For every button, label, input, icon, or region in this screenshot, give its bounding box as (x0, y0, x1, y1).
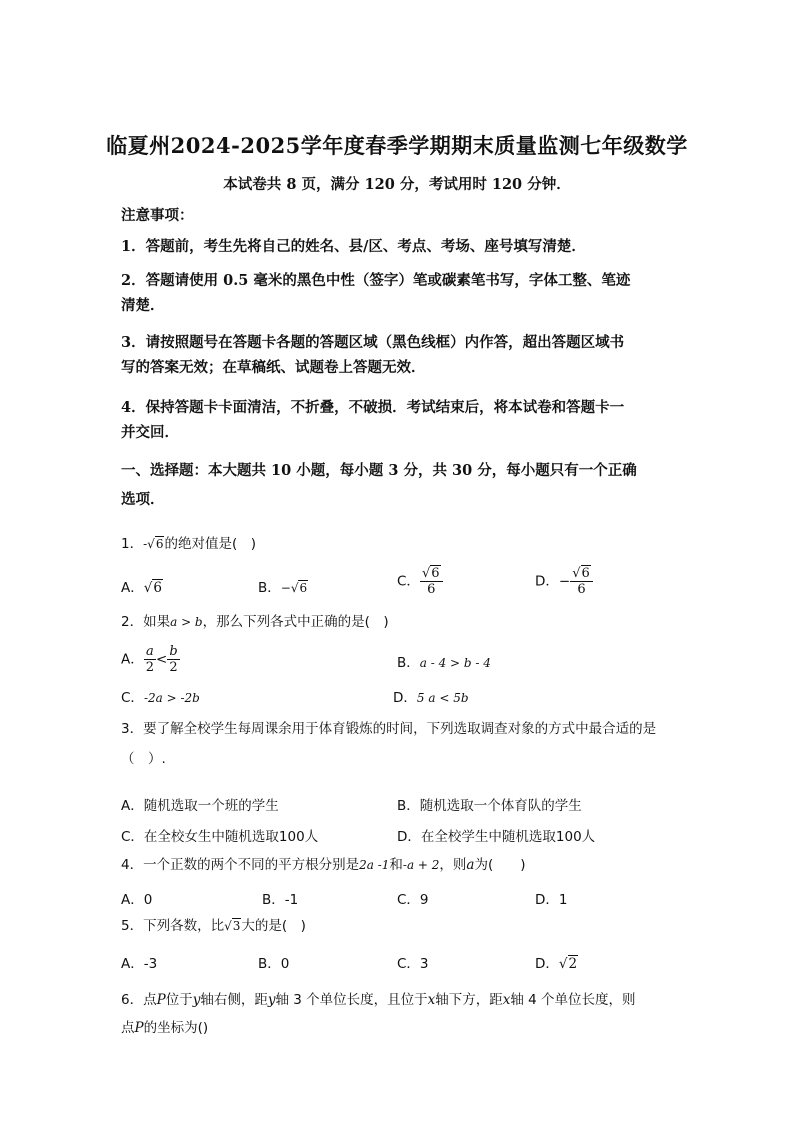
q1-option-a: A．√6 (121, 580, 162, 596)
question-2: 2．如果a > b，那么下列各式中正确的是( ) (121, 614, 389, 630)
q1-option-c: C． $\frac{√6}{6}$ (397, 566, 443, 597)
notice-item-2: 2．答题请使用 0.5 毫米的黑色中性（签字）笔或碳素笔书写，字体工整、笔迹 (121, 272, 631, 289)
notice-heading: 注意事项： (121, 207, 194, 224)
q5-option-b: B．0 (258, 956, 290, 972)
notice-item-1: 1．答题前，考生先将自己的姓名、县/区、考点、考场、座号填写清楚． (121, 238, 586, 255)
q2-option-d: D．5 a < 5b (393, 690, 469, 706)
q2-option-a: A． $\frac{a}{2}$ < $\frac{b}{2}$ (121, 644, 178, 675)
q5-option-c: C．3 (397, 956, 429, 972)
question-1: 1．-√6的绝对值是( ) (121, 536, 256, 552)
exam-info: 本试卷共 8 页，满分 120 分，考试用时 120 分钟． (223, 176, 571, 193)
q2-option-c: C．-2a > -2b (121, 690, 200, 706)
q4-option-c: C．9 (397, 892, 429, 908)
q1-option-d: D．− $\frac{√6}{6}$ (535, 566, 593, 597)
q5-option-a: A．-3 (121, 956, 158, 972)
question-6-cont: 点P的坐标为() (121, 1020, 209, 1036)
notice-item-4: 4．保持答题卡卡面清洁，不折叠，不破损．考试结束后，将本试卷和答题卡一 (121, 399, 625, 416)
q3-option-a: A．随机选取一个班的学生 (121, 798, 279, 814)
question-5: 5．下列各数，比√3大的是( ) (121, 918, 306, 934)
q4-option-d: D．1 (535, 892, 568, 908)
page-title: 临夏州2024-2025学年度春季学期期末质量监测七年级数学 (106, 133, 688, 158)
q3-option-b: B．随机选取一个体育队的学生 (397, 798, 582, 814)
q3-option-d: D．在全校学生中随机选取100人 (397, 829, 596, 845)
question-3-cont: （ ）. (121, 751, 166, 767)
question-4: 4．一个正数的两个不同的平方根分别是2a -1和-a + 2，则a为( ) (121, 857, 526, 873)
section-heading: 一、选择题：本大题共 10 小题，每小题 3 分，共 30 分，每小题只有一个正确 (121, 462, 637, 479)
q4-option-b: B．-1 (262, 892, 299, 908)
q5-option-d: D．√2 (535, 956, 578, 972)
section-heading-cont: 选项． (121, 491, 165, 508)
q4-option-a: A．0 (121, 892, 153, 908)
notice-item-4-cont: 并交回． (121, 424, 179, 441)
question-6: 6．点P位于y轴右侧，距y轴 3 个单位长度，且位于x轴下方，距x轴 4 个单位长度，则 (121, 992, 636, 1008)
q1-option-b: B．−√6 (258, 580, 308, 596)
q3-option-c: C．在全校女生中随机选取100人 (121, 829, 319, 845)
notice-item-3: 3．请按照题号在答题卡各题的答题区域（黑色线框）内作答，超出答题区域书 (121, 334, 625, 351)
notice-item-2-cont: 清楚． (121, 297, 165, 314)
notice-item-3-cont: 写的答案无效；在草稿纸、试题卷上答题无效． (121, 359, 426, 376)
q1-expression: -√6 (143, 537, 164, 551)
q2-option-b: B．a - 4 > b - 4 (397, 655, 491, 671)
question-3: 3．要了解全校学生每周课余用于体育锻炼的时间，下列选取调查对象的方式中最合适的是 (121, 721, 657, 737)
